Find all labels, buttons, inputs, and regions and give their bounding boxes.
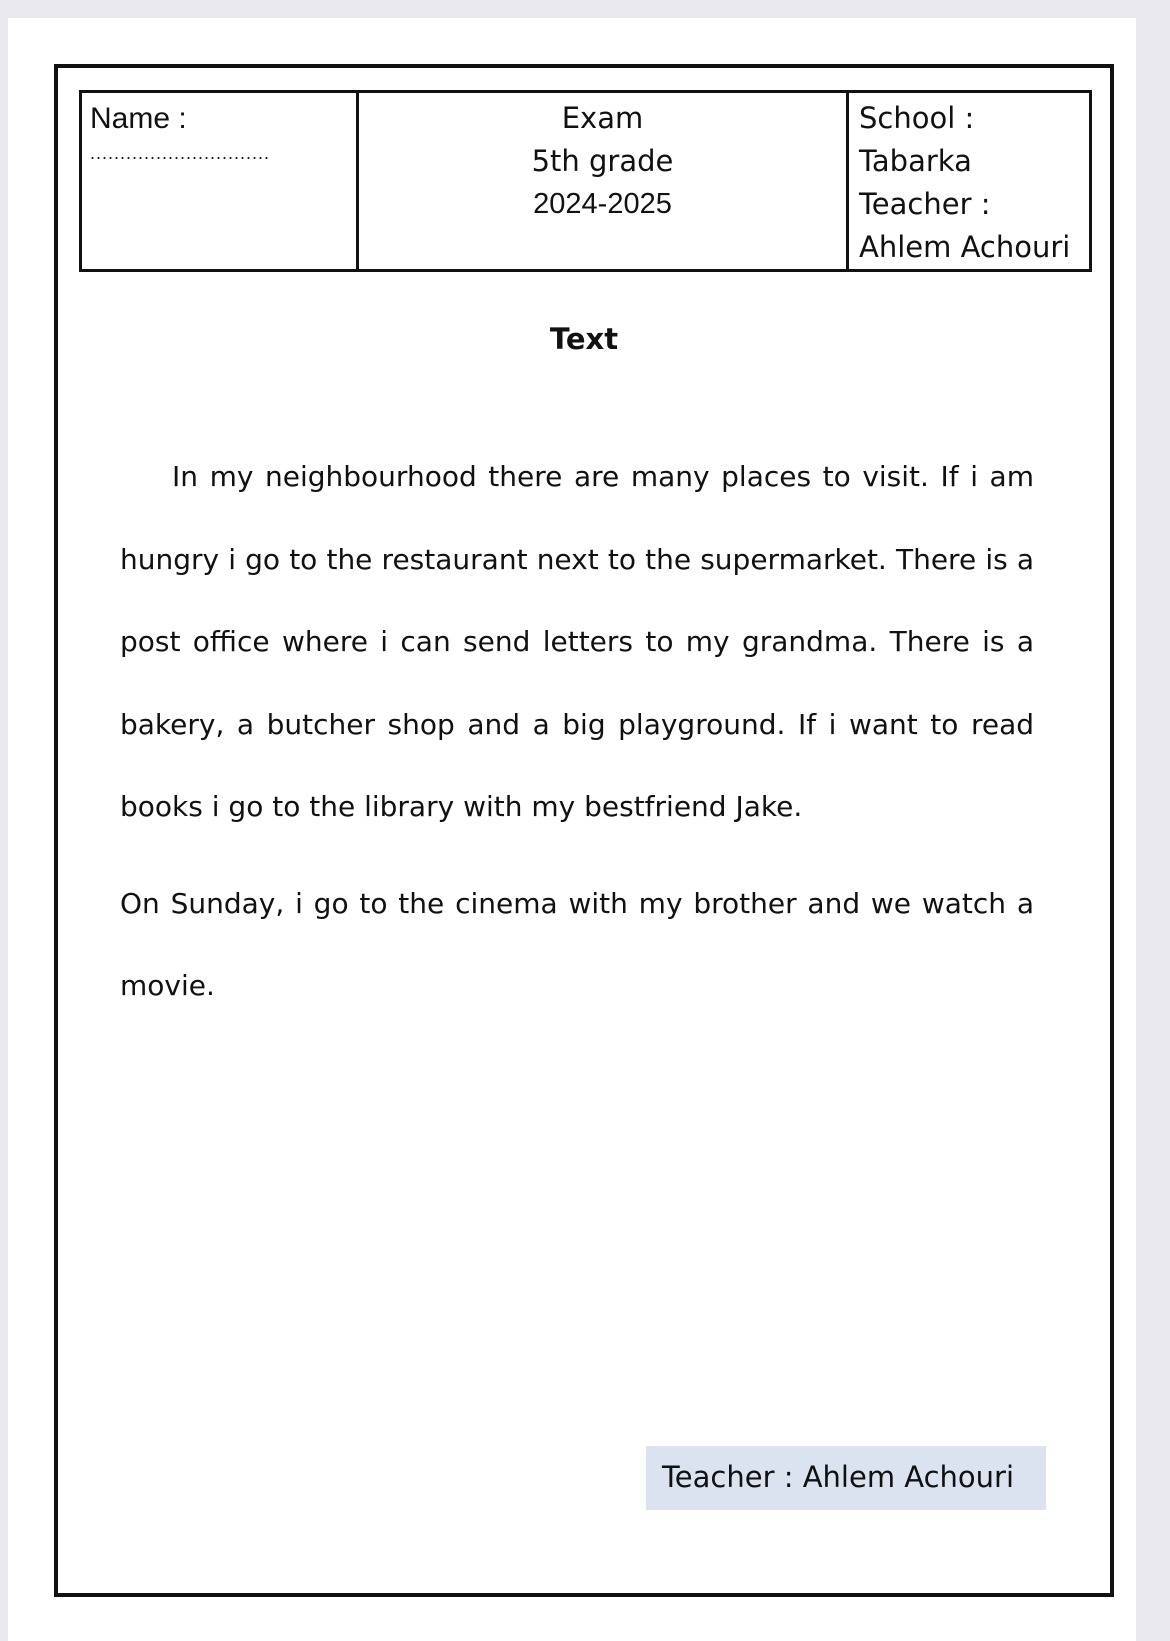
school-name: Tabarka bbox=[859, 144, 972, 178]
reading-paragraph-2: On Sunday, i go to the cinema with my brother and we watch a movie. bbox=[120, 887, 1034, 1002]
exam-page bbox=[8, 18, 1136, 1641]
exam-info-cell bbox=[358, 92, 848, 271]
name-label: Name : bbox=[90, 102, 187, 135]
exam-grade: 5th grade bbox=[531, 144, 674, 178]
teacher-name: Ahlem Achouri bbox=[859, 230, 1071, 264]
teacher-credit-box: Teacher : Ahlem Achouri bbox=[646, 1446, 1046, 1510]
teacher-label: Teacher : bbox=[859, 187, 991, 221]
page-border bbox=[54, 64, 1114, 1597]
exam-year: 2024-2025 bbox=[533, 188, 672, 220]
student-name-cell bbox=[81, 92, 358, 271]
exam-header-table bbox=[79, 90, 1092, 272]
school-info-cell bbox=[848, 92, 1091, 271]
reading-paragraph-1: In my neighbourhood there are many places to visit. If i am hungry i go to the restaurant next to the supermarket. There is a post office where i can send letters to my grandma. There is a bakery, a butcher shop and a big playground. If i want to read books i go to the library with my bestfriend Jake. bbox=[120, 460, 1034, 823]
name-blank-line: .............................. bbox=[90, 143, 271, 163]
exam-title: Exam bbox=[561, 101, 644, 135]
school-label: School : bbox=[859, 101, 975, 135]
section-title: Text bbox=[549, 322, 619, 356]
